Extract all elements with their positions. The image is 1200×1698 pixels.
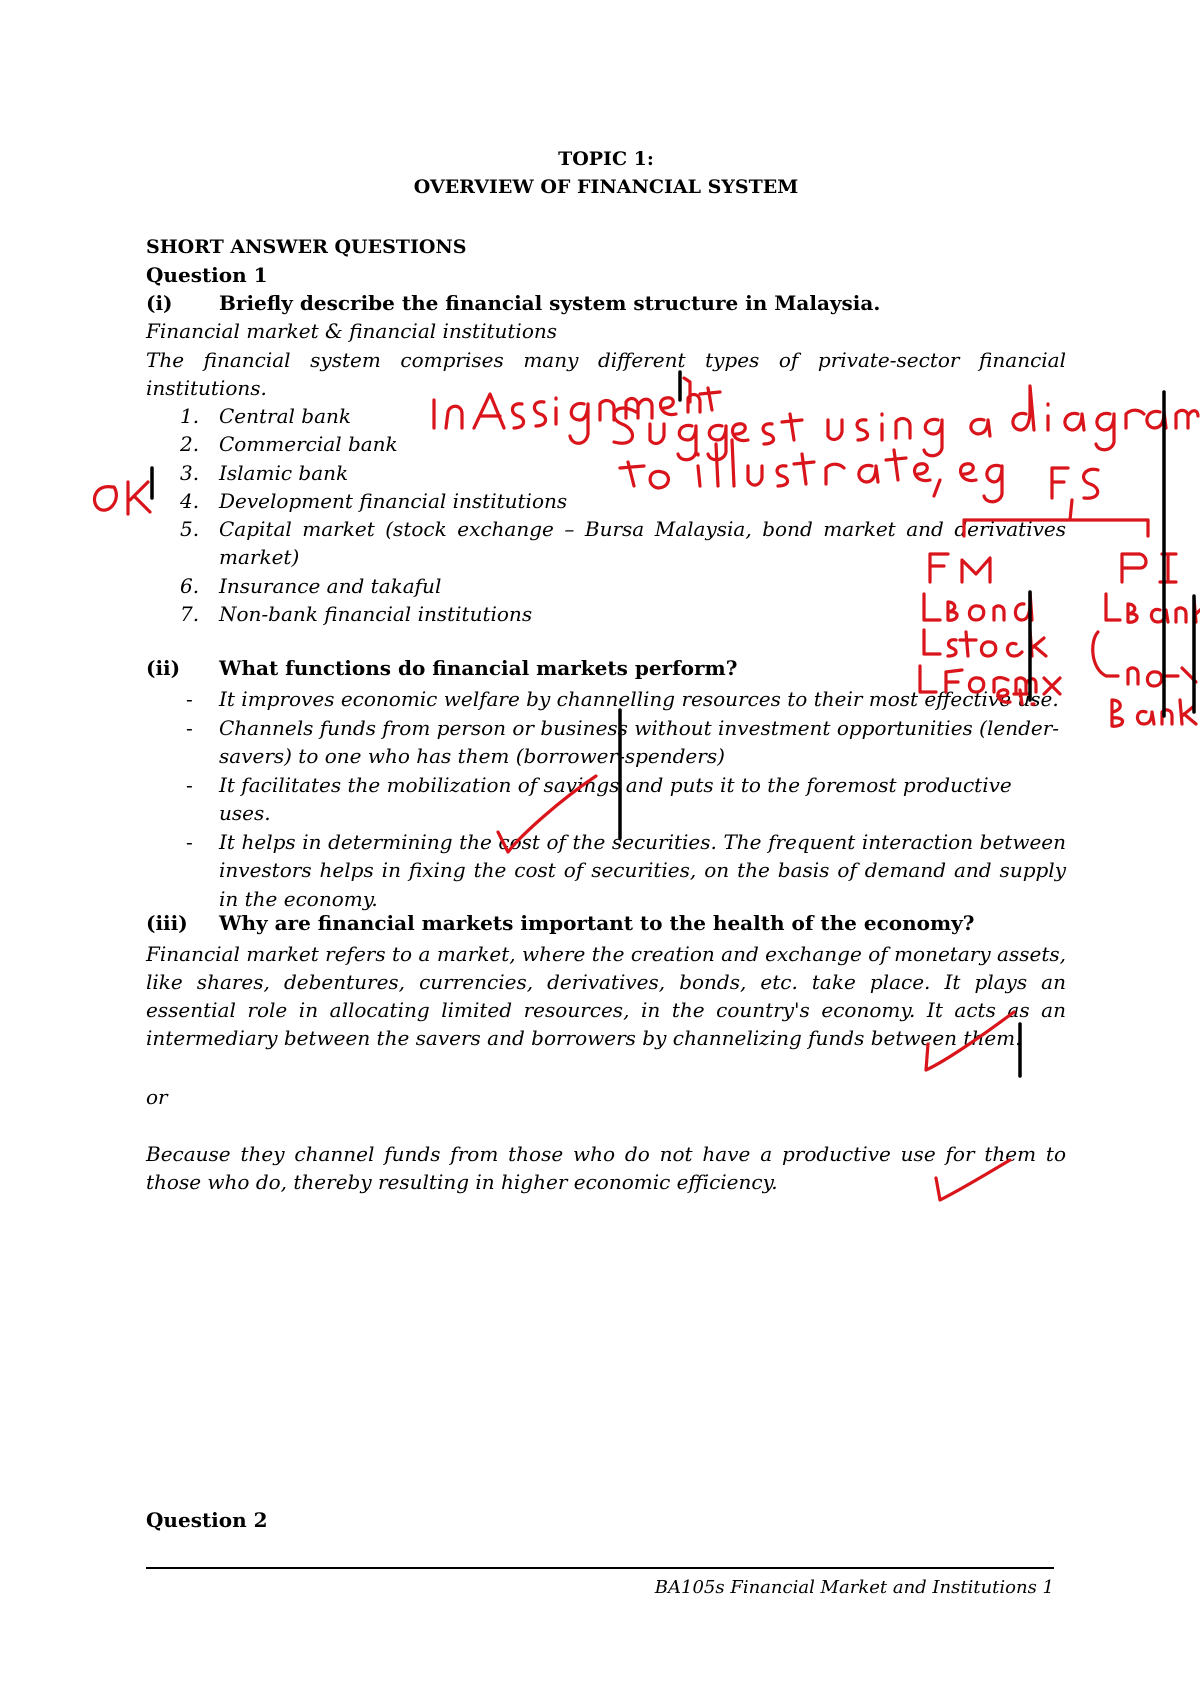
topic-title: TOPIC 1:	[558, 148, 654, 170]
list-item: - It facilitates the mobilization of savings and puts it to the foremost productive uses.	[186, 772, 1012, 825]
list-item: 2. Commercial bank	[180, 432, 398, 457]
list-item: 7. Non-bank financial institutions	[180, 602, 533, 627]
part-i-number: (i)	[146, 291, 173, 315]
list-item: 1. Central bank	[180, 404, 352, 428]
part-iii-answer-2: Because they channel funds from those who do not have a productive use for them to those who do, thereby resulting in higher economic efficiency.	[146, 1142, 1066, 1194]
in-assignment-annotation	[434, 378, 720, 443]
part-i-subtitle: Financial market & financial institutions	[146, 319, 558, 343]
part-iii-answer-1: Financial market refers to a market, where the creation and exchange of monetary assets, like shares, debentures, currencies, derivatives, bonds, etc. take place. It plays an essential role in allocating limited resources, in the country's economy. It acts as an intermediary between the savers and borrowers by channelizing funds between them.	[146, 942, 1066, 1050]
section-heading: SHORT ANSWER QUESTIONS	[146, 236, 467, 258]
suggest-annotation	[614, 386, 1198, 460]
question1-label: Question 1	[146, 263, 268, 287]
list-item: 3. Islamic bank	[180, 460, 349, 485]
part-iii-prompt: Why are financial markets important to the health of the economy?	[219, 911, 975, 935]
check-mark	[926, 1012, 1014, 1070]
list-item: 5. Capital market (stock exchange – Bursa Malaysia, bond market and derivatives market)	[180, 517, 1066, 570]
list-item: 6. Insurance and takaful	[180, 573, 442, 598]
part-ii-prompt: What functions do financial markets perform?	[219, 656, 738, 680]
part-iii-number: (iii)	[146, 911, 188, 935]
list-item: - Channels funds from person or business without investment opportunities (lender-savers) to one who has them (borrower-spenders)	[186, 715, 1060, 768]
or-separator: or	[146, 1085, 168, 1109]
part-i-intro: The financial system comprises many different types of private-sector financial institutions.	[146, 348, 1066, 400]
part-ii-number: (ii)	[146, 656, 181, 680]
list-item: 4. Development financial institutions	[180, 488, 568, 513]
list-item: - It helps in determining the cost of the securities. The frequent interaction between investors helps in fixing the cost of securities, on the basis of demand and supply in the economy.	[186, 829, 1066, 911]
illustrate-annotation	[620, 440, 1002, 502]
part-i-prompt: Briefly describe the financial system structure in Malaysia.	[219, 291, 881, 315]
topic-subtitle: OVERVIEW OF FINANCIAL SYSTEM	[413, 176, 799, 198]
ok-annotation	[94, 482, 150, 514]
question2-label: Question 2	[146, 1508, 268, 1532]
check-mark	[936, 1160, 1010, 1200]
list-item: - It improves economic welfare by channelling resources to their most effective use.	[186, 687, 1059, 711]
fs-tree-diagram	[920, 468, 1200, 726]
check-mark	[498, 776, 596, 852]
footer-text: BA105s Financial Market and Institutions 1	[654, 1577, 1054, 1598]
